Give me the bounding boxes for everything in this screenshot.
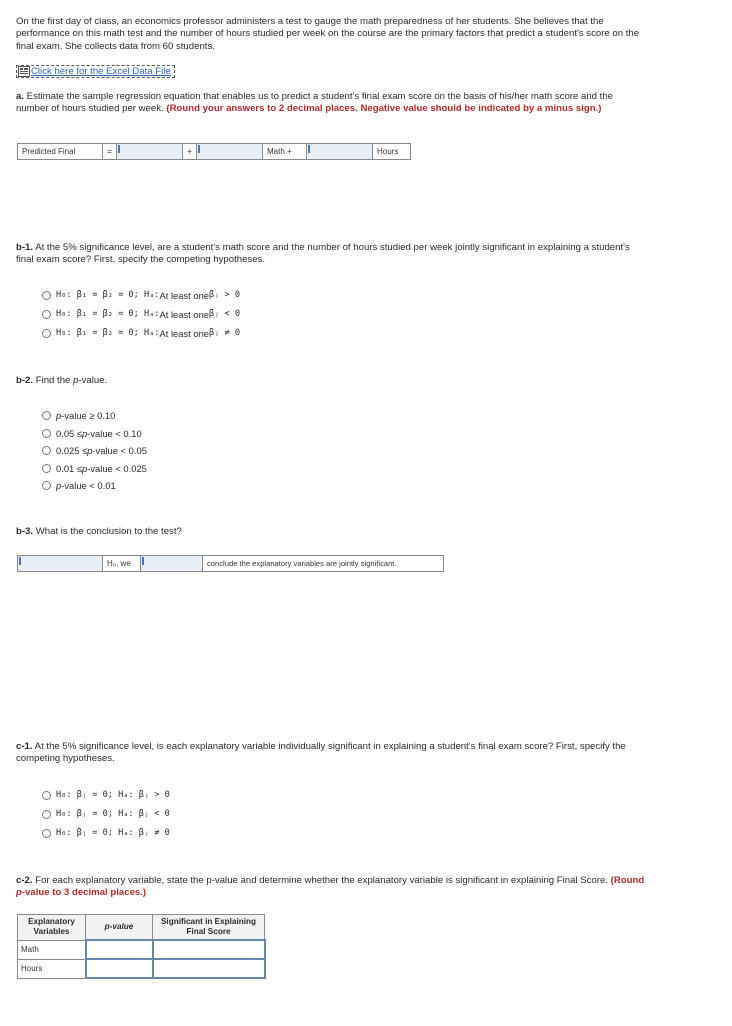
part-b1-question — [16, 242, 646, 267]
part-c2-label: c-2. — [16, 875, 33, 886]
b1-option-1-hypothesis: H₀: β₁ = β₂ = 0; Hₐ: — [56, 290, 160, 300]
b2-option-1-post: -value ≥ 0.10 — [61, 409, 116, 421]
intercept-input-cell[interactable] — [117, 144, 183, 159]
b1-option-1[interactable] — [42, 288, 240, 302]
b2-option-2-p: p — [82, 427, 88, 439]
plus-sign: + — [183, 144, 197, 159]
c1-option-1-hypothesis: H₀: βⱼ = 0; Hₐ: βⱼ > 0 — [56, 790, 170, 800]
part-b3-question — [16, 526, 646, 538]
c1-option-2-hypothesis: H₀: βⱼ = 0; Hₐ: βⱼ < 0 — [56, 809, 170, 819]
part-a-label: a. — [16, 91, 25, 102]
math-coef-input[interactable] — [197, 147, 262, 162]
b2-option-2-post: -value < 0.10 — [87, 427, 142, 439]
part-c1-label: c-1. — [16, 741, 33, 752]
may-dropdown-cell[interactable] — [141, 556, 203, 571]
b1-option-2-tail: βⱼ < 0 — [209, 309, 241, 319]
part-c2-instruction-post: -value to 3 decimal places.) — [21, 887, 147, 899]
part-c2-instruction-pre: (Round — [607, 875, 645, 886]
excel-data-link[interactable]: Click here for the Excel Data File — [31, 65, 171, 77]
b2-option-2-pre: 0.05 ≤ — [56, 427, 82, 439]
b2-option-5-post: -value < 0.01 — [61, 479, 116, 491]
col-explanatory-variables: Explanatory Variables — [18, 915, 86, 941]
hours-p-value-input[interactable] — [87, 960, 152, 977]
part-b3-label: b-3. — [16, 526, 34, 537]
col-significant: Significant in Explaining Final Score — [153, 915, 265, 941]
b1-option-2-radio[interactable] — [42, 310, 51, 319]
hours-coef-input-cell[interactable] — [307, 144, 373, 159]
c1-option-2-radio[interactable] — [42, 810, 51, 819]
c1-option-1-radio[interactable] — [42, 791, 51, 800]
conclusion-row — [17, 555, 444, 572]
part-a-instruction: (Round your answers to 2 decimal places. Negative value should be indicated by a minus sign.) — [163, 103, 602, 115]
b2-option-2-radio[interactable] — [42, 429, 51, 438]
b2-option-3[interactable] — [42, 443, 147, 457]
math-significant-dropdown[interactable] — [154, 941, 264, 958]
row-math-label: Math — [18, 940, 86, 959]
b2-option-4[interactable] — [42, 461, 147, 475]
col-p-value: p-value — [86, 915, 153, 941]
hours-label: Hours — [373, 144, 410, 159]
h0-we-label: H₀, we — [103, 556, 141, 571]
may-dropdown[interactable] — [141, 559, 202, 574]
b1-option-1-tail: βⱼ > 0 — [209, 290, 241, 300]
row-hours-label: Hours — [18, 959, 86, 978]
b2-option-4-radio[interactable] — [42, 464, 51, 473]
b2-option-4-pre: 0.01 ≤ — [56, 462, 82, 474]
c1-option-3-radio[interactable] — [42, 829, 51, 838]
b1-option-3-hypothesis: H₀: β₁ = β₂ = 0; Hₐ: — [56, 328, 160, 338]
equals-sign: = — [103, 144, 117, 159]
part-c2-text: For each explanatory variable, state the p-value and determine whether the explanatory variable is significant in explaining Final Score. — [32, 875, 608, 886]
part-c1-question — [16, 741, 646, 766]
b1-option-2-hypothesis: H₀: β₁ = β₂ = 0; Hₐ: — [56, 309, 160, 319]
part-b2-label: b-2. — [16, 375, 34, 386]
b2-option-4-post: -value < 0.025 — [87, 462, 147, 474]
hours-significant-dropdown[interactable] — [154, 960, 264, 977]
b1-option-1-text: At least one — [159, 289, 209, 301]
b2-option-5-radio[interactable] — [42, 481, 51, 490]
conclusion-text: conclude the explanatory variables are jointly significant. — [203, 556, 443, 571]
b1-option-2-text: At least one — [159, 308, 209, 320]
b2-option-3-post: -value < 0.05 — [92, 444, 147, 456]
math-plus-label: Math + — [263, 144, 307, 159]
b2-option-4-p: p — [82, 462, 88, 474]
b1-option-2[interactable] — [42, 307, 240, 321]
reject-dropdown-cell[interactable] — [18, 556, 103, 571]
part-c2-instruction-p: p — [16, 887, 22, 899]
problem-intro: On the first day of class, an economics professor administers a test to gauge the math preparedness of her students. She believes that the performance on this math test and the number of hours studied per week on the course are the primary factors that predict a student's score on the final exam. She collects data from 60 students. — [16, 16, 640, 52]
part-b2-text-end: -value. — [78, 375, 108, 386]
b2-option-3-pre: 0.025 ≤ — [56, 444, 88, 456]
predicted-final-label: Predicted Final — [18, 144, 103, 159]
part-c1-text: At the 5% significance level, is each explanatory variable individually significant in explaining a student's final exam score? First, specify the competing hypotheses. — [16, 741, 626, 765]
part-b1-label: b-1. — [16, 242, 34, 253]
b2-option-1-p: p — [56, 409, 62, 421]
excel-file-icon — [18, 66, 30, 77]
b2-option-2[interactable] — [42, 426, 142, 440]
b1-option-3-text: At least one — [159, 327, 209, 339]
c1-option-2[interactable] — [42, 807, 170, 821]
math-p-value-input[interactable] — [87, 941, 152, 958]
hours-significant-cell[interactable] — [153, 959, 265, 978]
significance-table — [17, 914, 266, 979]
part-b2-p: p — [73, 375, 79, 386]
math-significant-cell[interactable] — [153, 940, 265, 959]
regression-equation-row — [17, 143, 411, 160]
intercept-input[interactable] — [117, 147, 182, 162]
part-a-question — [16, 91, 646, 116]
b1-option-3-tail: βⱼ ≠ 0 — [209, 328, 241, 338]
b2-option-5[interactable] — [42, 478, 116, 492]
part-c2-question — [16, 875, 646, 900]
part-b1-text: At the 5% significance level, are a student's math score and the number of hours studied per week jointly significant in explaining a student's final exam score? First, specify the competing hypotheses. — [16, 242, 630, 266]
b1-option-3[interactable] — [42, 326, 240, 340]
hours-p-value-cell[interactable] — [86, 959, 153, 978]
c1-option-1[interactable] — [42, 788, 170, 802]
b2-option-5-p: p — [56, 479, 62, 491]
part-b2-question — [16, 375, 646, 387]
b2-option-1-radio[interactable] — [42, 411, 51, 420]
math-coef-input-cell[interactable] — [197, 144, 263, 159]
table-row — [18, 940, 265, 959]
math-p-value-cell[interactable] — [86, 940, 153, 959]
excel-link-row[interactable] — [16, 64, 175, 78]
b1-option-3-radio[interactable] — [42, 329, 51, 338]
b2-option-1[interactable] — [42, 408, 115, 422]
part-b2-text: Find the — [33, 375, 74, 386]
c1-option-3-hypothesis: H₀: βⱼ = 0; Hₐ: βⱼ ≠ 0 — [56, 828, 170, 838]
table-row — [18, 959, 265, 978]
b1-option-1-radio[interactable] — [42, 291, 51, 300]
b2-option-3-radio[interactable] — [42, 446, 51, 455]
hours-coef-input[interactable] — [307, 147, 372, 162]
reject-dropdown[interactable] — [18, 559, 102, 574]
part-a-text: Estimate the sample regression equation that enables us to predict a student's final exam score on the basis of his/her math score and the number of hours studied per week. — [16, 91, 613, 115]
b2-option-3-p: p — [87, 444, 93, 456]
c1-option-3[interactable] — [42, 826, 170, 840]
part-b3-text: What is the conclusion to the test? — [33, 526, 182, 537]
